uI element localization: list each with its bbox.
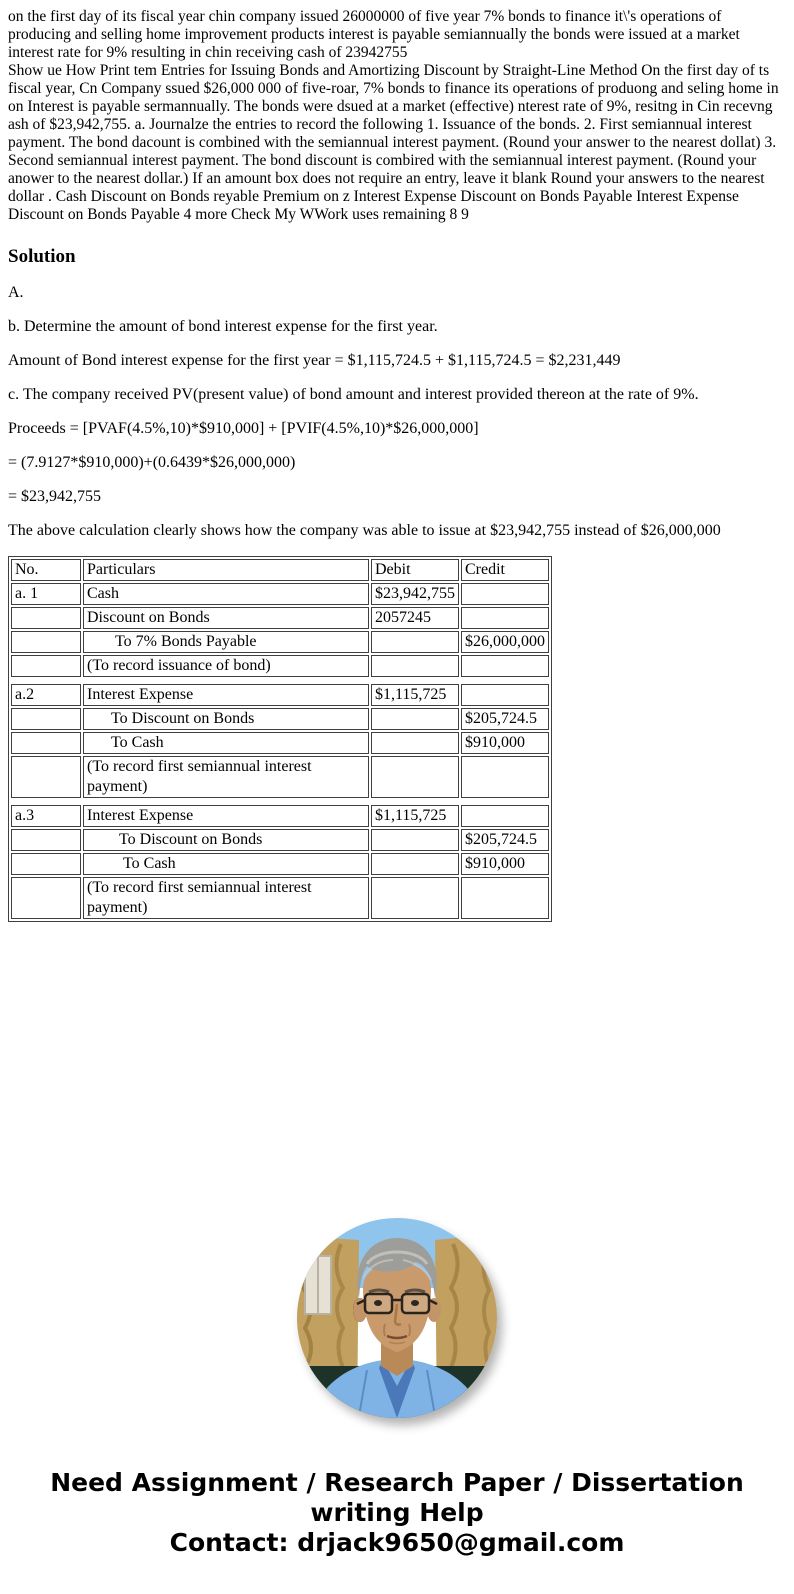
cell-particulars: (To record first semiannual interest payment)	[83, 877, 369, 919]
header-debit: Debit	[371, 559, 459, 581]
footer-banner-line: writing Help	[310, 1498, 484, 1527]
whitespace-gap	[8, 1558, 786, 1586]
cell-particulars: Interest Expense	[83, 805, 369, 827]
cell-debit: $23,942,755	[371, 583, 459, 605]
cell-debit: $1,115,725	[371, 684, 459, 706]
solution-line: Amount of Bond interest expense for the first year = $1,115,724.5 + $1,115,724.5 = $2,231,449	[8, 352, 621, 369]
cell-credit	[461, 684, 549, 706]
table-group-spacer	[11, 679, 549, 682]
solution-line: The above calculation clearly shows how the company was able to issue at $23,942,755 instead of $26,000,000	[8, 522, 721, 539]
table-row	[11, 708, 549, 730]
cell-no	[11, 829, 81, 851]
cell-credit	[461, 756, 549, 798]
cell-no	[11, 607, 81, 629]
table-row	[11, 756, 549, 798]
cell-credit: $205,724.5	[461, 829, 549, 851]
cell-credit: $205,724.5	[461, 708, 549, 730]
journal-table-body	[11, 583, 549, 919]
cell-debit	[371, 853, 459, 875]
cell-credit	[461, 805, 549, 827]
table-row	[11, 631, 549, 653]
cell-no: a.3	[11, 805, 81, 827]
header-particulars: Particulars	[83, 559, 369, 581]
footer-contact-email: Contact: drjack9650@gmail.com	[169, 1528, 625, 1557]
cell-no: a. 1	[11, 583, 81, 605]
solution-line: Proceeds = [PVAF(4.5%,10)*$910,000] + [PVIF(4.5%,10)*$26,000,000]	[8, 420, 479, 437]
solution-line: c. The company received PV(present value) of bond amount and interest provided thereon at the rate of 9%.	[8, 386, 699, 403]
header-no: No.	[11, 559, 81, 581]
cell-credit	[461, 877, 549, 919]
cell-credit	[461, 655, 549, 677]
cell-debit	[371, 655, 459, 677]
cell-no	[11, 756, 81, 798]
table-row	[11, 877, 549, 919]
cell-credit	[461, 583, 549, 605]
cell-particulars: To Cash	[83, 732, 369, 754]
solution-line: = $23,942,755	[8, 488, 102, 505]
table-row	[11, 655, 549, 677]
cell-particulars: To 7% Bonds Payable	[83, 631, 369, 653]
whitespace-gap	[8, 922, 786, 1218]
cell-no	[11, 732, 81, 754]
solution-line: b. Determine the amount of bond interest expense for the first year.	[8, 318, 438, 335]
tutor-portrait-illustration	[297, 1218, 497, 1418]
cell-particulars: Interest Expense	[83, 684, 369, 706]
table-row	[11, 829, 549, 851]
tutor-portrait-photo	[297, 1218, 497, 1418]
cell-credit: $910,000	[461, 732, 549, 754]
table-row	[11, 805, 549, 827]
cell-no	[11, 877, 81, 919]
question-paragraph-1: on the first day of its fiscal year chin company issued 26000000 of five year 7% bonds to finance it\'s operations of producing and selling home improvement products interest is payable semiannually the bonds were issued at a market interest rate for 9% resulting in chin receiving cash of 23942755	[8, 8, 740, 61]
cell-debit	[371, 732, 459, 754]
cell-debit	[371, 829, 459, 851]
footer-banner-line: Need Assignment / Research Paper / Dissertation	[50, 1468, 744, 1497]
solution-heading: Solution	[8, 246, 76, 267]
cell-debit	[371, 756, 459, 798]
table-row	[11, 732, 549, 754]
table-row	[11, 853, 549, 875]
cell-debit: 2057245	[371, 607, 459, 629]
cell-no	[11, 853, 81, 875]
cell-particulars: (To record first semiannual interest payment)	[83, 756, 369, 798]
cell-debit	[371, 877, 459, 919]
cell-credit: $26,000,000	[461, 631, 549, 653]
solution-line: A.	[8, 284, 24, 301]
journal-entries-table	[8, 556, 552, 922]
cell-debit: $1,115,725	[371, 805, 459, 827]
cell-no	[11, 655, 81, 677]
cell-debit	[371, 631, 459, 653]
avatar-container	[8, 1218, 786, 1418]
solution-line: = (7.9127*$910,000)+(0.6439*$26,000,000)	[8, 454, 296, 471]
table-row	[11, 684, 549, 706]
cell-particulars: To Discount on Bonds	[83, 829, 369, 851]
cell-credit: $910,000	[461, 853, 549, 875]
cell-particulars: Discount on Bonds	[83, 607, 369, 629]
cell-credit	[461, 607, 549, 629]
question-paragraph-2: Show ue How Print tem Entries for Issuing Bonds and Amortizing Discount by Straight-Line Method On the first day of ts fiscal year, Cn Company ssued $26,000 000 of five-roar, 7% bonds to finance its operations of produong and seling home in on Interest is payable sermannually. The bonds were dsued at a market (effective) nterest rate of 9%, resitng in Cin recevng ash of $23,942,755. a. Journalze the entries to record the following 1. Issuance of the bonds. 2. First semiannual interest payment. The bond dacount is combined with the semiannual interest payment. (Round your answer to the nearest dollat) 3. Second semiannual interest payment. The bond discount is combired with the semiannual interest payment. (Round your anower to the nearest dollar.) If an amount box does not require an entry, leave it blank Round your answers to the nearest dollar . Cash Discount on Bonds reyable Premium on z Interest Expense Discount on Bonds Payable Interest Expense Discount on Bonds Payable 4 more Check My WWork uses remaining 8 9	[8, 62, 779, 223]
question-text	[8, 8, 786, 224]
solution-body	[8, 284, 786, 540]
cell-particulars: To Cash	[83, 853, 369, 875]
cell-particulars: Cash	[83, 583, 369, 605]
header-credit: Credit	[461, 559, 549, 581]
cell-no: a.2	[11, 684, 81, 706]
table-header-row	[11, 559, 549, 581]
cell-particulars: (To record issuance of bond)	[83, 655, 369, 677]
cell-particulars: To Discount on Bonds	[83, 708, 369, 730]
footer-help-banner	[8, 1468, 786, 1558]
table-row	[11, 583, 549, 605]
cell-no	[11, 631, 81, 653]
table-row	[11, 607, 549, 629]
cell-debit	[371, 708, 459, 730]
table-group-spacer	[11, 800, 549, 803]
cell-no	[11, 708, 81, 730]
